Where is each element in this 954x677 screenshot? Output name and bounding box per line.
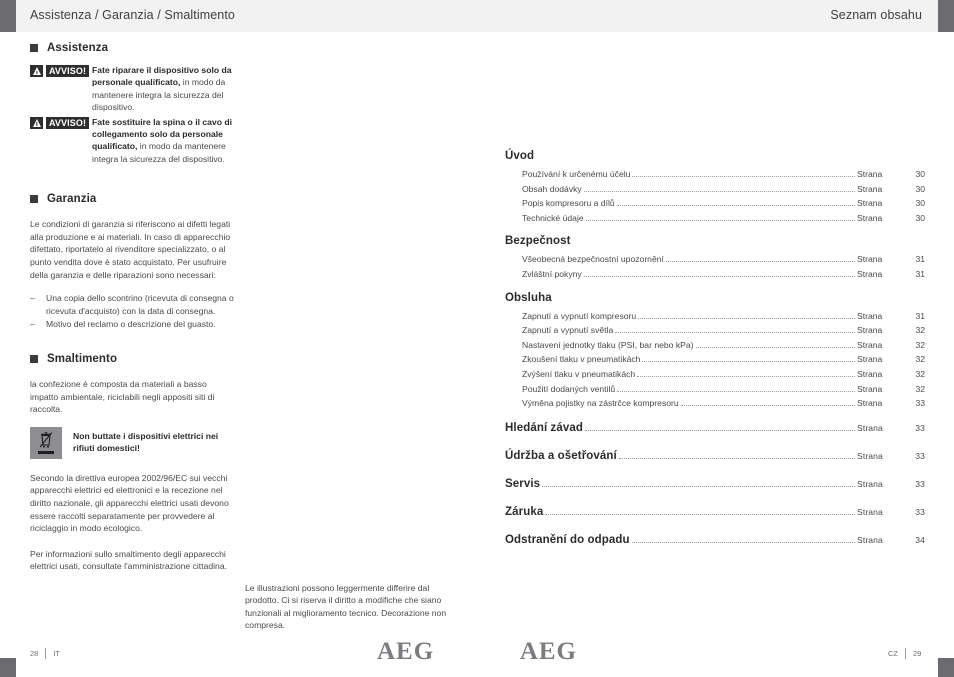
toc-dot-leader — [617, 205, 855, 206]
toc-page-number: 33 — [915, 478, 925, 489]
toc-dot-leader — [586, 220, 855, 221]
toc-page-word: Strana — [857, 383, 883, 394]
section-heading-smaltimento — [30, 353, 235, 365]
warning-rest-2: in modo da mantenere integra la sicurezza del dispositivo. — [92, 141, 226, 164]
toc-dot-leader — [638, 318, 855, 319]
toc-page-number: 32 — [915, 354, 925, 365]
brand-logos — [377, 638, 577, 666]
toc-group — [505, 150, 925, 225]
list-item: – Una copia dello scontrino (ricevuta di consegna o ricevuta d'acquisto) con la data di consegna. — [30, 292, 235, 317]
toc-major-entry[interactable] — [505, 505, 925, 519]
toc-dot-leader — [584, 276, 855, 277]
warning-tag-label: AVVISO! — [46, 117, 89, 129]
toc-page-number: 34 — [915, 534, 925, 545]
toc-entry[interactable] — [505, 309, 925, 324]
table-of-contents — [505, 150, 925, 561]
toc-entry[interactable] — [505, 211, 925, 226]
toc-major-entry[interactable] — [505, 449, 925, 463]
toc-dot-leader — [584, 191, 855, 192]
toc-entry[interactable] — [505, 182, 925, 197]
toc-page-number: 33 — [915, 398, 925, 409]
toc-dot-leader — [681, 405, 855, 406]
toc-entry-label: Zkoušení tlaku v pneumatikách — [522, 354, 641, 365]
header-tab-right-marker — [938, 0, 954, 32]
warning-line — [30, 64, 235, 114]
toc-entry[interactable] — [505, 323, 925, 338]
toc-entry[interactable] — [505, 338, 925, 353]
warning-text-1 — [92, 64, 235, 114]
left-content-column — [30, 42, 235, 584]
toc-dot-leader — [542, 486, 855, 487]
bullet-square-icon — [30, 355, 38, 363]
section-heading-assistenza — [30, 42, 235, 54]
toc-dot-leader — [637, 376, 855, 377]
toc-page-word: Strana — [857, 368, 883, 379]
toc-page-number: 31 — [915, 268, 925, 279]
warning-triangle-icon — [30, 65, 43, 77]
warning-rest-1: in modo da mantenere integra la sicurezza del dispositivo. — [92, 77, 226, 113]
toc-entry[interactable] — [505, 252, 925, 267]
toc-page-word: Strana — [857, 354, 883, 365]
illustration-disclaimer-note: Le illustrazioni possono leggermente differire dal prodotto. Ci si riserva il diritto a modifiche che siano funzionali al miglioramento tecnico. Decorazione non compresa. — [245, 583, 447, 631]
toc-page-word: Strana — [857, 506, 883, 517]
footer-divider-left — [45, 648, 46, 659]
toc-major-label: Údržba a ošetřování — [505, 449, 617, 462]
smaltimento-paragraph-3: Per informazioni sullo smaltimento degli apparecchi elettrici usati, consultate l'amministrazione cittadina. — [30, 548, 227, 572]
footer-divider-right — [905, 648, 906, 659]
footer-page-number-left: 28 — [30, 649, 39, 658]
toc-dot-leader — [632, 176, 855, 177]
bullet-square-icon — [30, 44, 38, 52]
toc-major-entry[interactable] — [505, 477, 925, 491]
toc-entry[interactable] — [505, 267, 925, 282]
toc-group-title: Obsluha — [505, 291, 552, 304]
warning-bold-lead-1: Fate riparare il dispositivo solo da personale qualificato, — [92, 65, 232, 88]
footer-right — [888, 648, 921, 659]
header-title-left: Assistenza / Garanzia / Smaltimento — [30, 8, 235, 22]
toc-entry[interactable] — [505, 352, 925, 367]
toc-page-number: 31 — [915, 254, 925, 265]
toc-page-number: 30 — [915, 212, 925, 223]
section-heading-label: Assistenza — [47, 42, 109, 54]
toc-page-number: 32 — [915, 383, 925, 394]
toc-major-label: Servis — [505, 477, 541, 490]
toc-group-title: Bezpečnost — [505, 235, 571, 248]
smaltimento-paragraph-2: Secondo la direttiva europea 2002/96/EC sui vecchi apparecchi elettrici ed elettronici e la recezione nel diritto nazionale, gli apparecchi elettrici usati devono essere raccolti separatamente per provvedere al riciclaggio in modo ecologico. — [30, 472, 229, 534]
warning-line — [30, 116, 235, 166]
footer-language-right: CZ — [888, 649, 898, 658]
warning-block-1 — [30, 64, 235, 114]
garanzia-paragraph: Le condizioni di garanzia si riferiscono ai difetti legati alla produzione e ai materiali. In caso di apparecchio difettato, riportatelo al rivenditore specializzato, o al punto vendita dove è stato acquistato. Per usufruire della garanzia e delle riparazioni sono necessari: — [30, 219, 231, 280]
toc-page-number: 32 — [915, 339, 925, 350]
toc-page-word: Strana — [857, 422, 883, 433]
toc-entry[interactable] — [505, 367, 925, 382]
aeg-logo-left: AEG — [377, 638, 435, 665]
footer-language-left: IT — [53, 649, 61, 658]
toc-page-number: 33 — [915, 422, 925, 433]
footer-tab-right-marker — [938, 658, 954, 677]
toc-page-word: Strana — [857, 310, 883, 321]
garanzia-requirements-list — [30, 292, 235, 331]
toc-page-word: Strana — [857, 478, 883, 489]
weee-underline-bar — [38, 451, 54, 454]
weee-notice-text: Non buttate i dispositivi elettrici nei rifiuti domestici! — [73, 430, 219, 454]
aeg-logo-right: AEG — [519, 638, 577, 665]
toc-entry-label: Všeobecná bezpečnostní upozornění — [522, 254, 664, 265]
toc-page-word: Strana — [857, 212, 883, 223]
warning-tag-label: AVVISO! — [46, 65, 89, 77]
toc-dot-leader — [585, 430, 855, 431]
wheelie-bin-glyph — [40, 432, 52, 448]
toc-page-number: 33 — [915, 450, 925, 461]
toc-page-number: 30 — [915, 169, 925, 179]
section-heading-label: Garanzia — [47, 193, 97, 206]
toc-major-label: Odstranění do odpadu — [505, 533, 630, 546]
toc-entry[interactable] — [505, 396, 925, 411]
warning-bold-lead-2: Fate sostituire la spina o il cavo di collegamento solo da personale qualificato, — [92, 116, 232, 152]
toc-page-number: 30 — [915, 198, 925, 209]
toc-page-number: 30 — [915, 183, 925, 194]
header-title-right: Seznam obsahu — [830, 8, 922, 22]
toc-dot-leader — [619, 458, 855, 459]
toc-entry[interactable] — [505, 167, 925, 182]
toc-page-word: Strana — [857, 169, 883, 179]
toc-page-word: Strana — [857, 450, 883, 461]
warning-triangle-icon — [30, 117, 43, 129]
toc-group — [505, 235, 925, 281]
toc-dot-leader — [666, 261, 855, 262]
toc-page-word: Strana — [857, 198, 883, 209]
toc-group — [505, 292, 925, 411]
toc-dot-leader — [632, 542, 855, 543]
toc-entry-label: Obsah dodávky — [522, 183, 582, 194]
toc-group-title: Úvod — [505, 150, 535, 162]
toc-dot-leader — [642, 361, 855, 362]
toc-dot-leader — [617, 391, 855, 392]
toc-major-label: Hledání závad — [505, 421, 583, 434]
toc-entry[interactable] — [505, 196, 925, 211]
toc-dot-leader — [545, 514, 855, 515]
toc-page-number: 32 — [915, 325, 925, 336]
section-heading-garanzia — [30, 193, 235, 205]
toc-major-label: Záruka — [505, 505, 544, 518]
toc-groups-container — [505, 150, 925, 411]
toc-entry-label: Zvláštní pokyny — [522, 268, 582, 279]
toc-page-word: Strana — [857, 534, 883, 545]
toc-entry[interactable] — [505, 382, 925, 397]
smaltimento-paragraph-1: la confezione è composta da materiali a basso impatto ambientale, riciclabili negli appositi siti di raccolta. — [30, 379, 215, 415]
toc-dot-leader — [615, 332, 855, 333]
footer-left — [30, 648, 60, 659]
warning-block-2 — [30, 116, 235, 166]
toc-majors-container — [505, 421, 925, 547]
toc-entry-label: Používání k určenému účelu — [522, 169, 631, 179]
weee-notice — [30, 427, 235, 459]
toc-entry-label: Popis kompresoru a dílů — [522, 198, 615, 209]
toc-entry-label: Zapnutí a vypnutí kompresoru — [522, 310, 637, 321]
toc-major-entry[interactable] — [505, 533, 925, 547]
footer-page-number-right: 29 — [913, 649, 922, 658]
toc-entry-label: Technické údaje — [522, 212, 584, 223]
toc-entry-label: Zapnutí a vypnutí světla — [522, 325, 614, 336]
toc-major-entry[interactable] — [505, 421, 925, 435]
toc-page-number: 32 — [915, 368, 925, 379]
toc-page-number: 31 — [915, 310, 925, 321]
toc-dot-leader — [696, 347, 856, 348]
toc-page-word: Strana — [857, 398, 883, 409]
bullet-square-icon — [30, 195, 38, 203]
warning-text-2 — [92, 116, 235, 166]
toc-entry-label: Výměna pojistky na zástrčce kompresoru — [522, 398, 679, 409]
toc-page-word: Strana — [857, 268, 883, 279]
toc-page-word: Strana — [857, 325, 883, 336]
toc-entry-label: Zvýšení tlaku v pneumatikách — [522, 368, 636, 379]
toc-entry-label: Nastavení jednotky tlaku (PSI, bar nebo kPa) — [522, 339, 694, 350]
toc-page-number: 33 — [915, 506, 925, 517]
header-tab-left-marker — [0, 0, 16, 32]
list-item: – Motivo del reclamo o descrizione del guasto. — [30, 318, 235, 331]
toc-page-word: Strana — [857, 339, 883, 350]
toc-entry-label: Použití dodaných ventilů — [522, 383, 616, 394]
crossed-out-wheelie-bin-icon — [30, 427, 62, 459]
section-heading-label: Smaltimento — [47, 353, 118, 365]
toc-page-word: Strana — [857, 183, 883, 194]
toc-page-word: Strana — [857, 254, 883, 265]
footer-tab-left-marker — [0, 658, 16, 677]
